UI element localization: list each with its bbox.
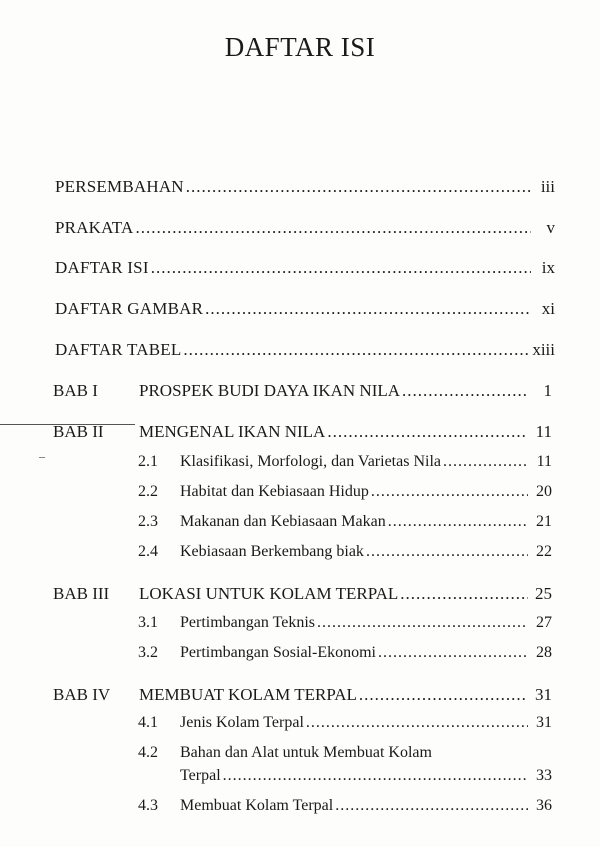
toc-entry-daftar-tabel[interactable] <box>55 340 555 360</box>
toc-page-number: 22 <box>536 543 552 560</box>
toc-section-3-2[interactable] <box>180 644 552 662</box>
toc-entry-persembahan[interactable] <box>55 177 555 197</box>
toc-page-number: 20 <box>536 483 552 500</box>
section-number: 3.1 <box>138 614 158 631</box>
toc-page-number: 1 <box>543 381 552 400</box>
section-number: 2.4 <box>138 543 158 560</box>
toc-chapter-title: MEMBUAT KOLAM TERPAL <box>139 685 357 704</box>
toc-chapter-3[interactable] <box>139 584 552 604</box>
toc-page-number: 33 <box>536 767 552 784</box>
dot-leader <box>151 258 531 278</box>
section-number: 2.1 <box>138 453 158 470</box>
toc-chapter-title: MENGENAL IKAN NILA <box>139 422 326 441</box>
toc-page-number: v <box>546 218 555 237</box>
toc-section-3-1[interactable] <box>180 614 552 632</box>
dot-leader <box>306 714 528 732</box>
dot-leader <box>223 767 528 785</box>
toc-page-number: 28 <box>536 644 552 661</box>
toc-page-number: 27 <box>536 614 552 631</box>
toc-page-number: 11 <box>535 422 552 441</box>
toc-page-number: iii <box>540 177 555 196</box>
toc-chapter-1[interactable] <box>139 381 552 401</box>
toc-section-title: Makanan dan Kebiasaan Makan <box>180 513 386 530</box>
toc-entry-daftar-isi[interactable] <box>55 258 555 278</box>
toc-section-title: Jenis Kolam Terpal <box>180 714 304 731</box>
toc-page-number: xiii <box>532 340 555 359</box>
dot-leader <box>388 513 528 531</box>
toc-chapter-title: LOKASI UNTUK KOLAM TERPAL <box>139 584 399 603</box>
dot-leader <box>443 453 528 471</box>
dot-leader <box>400 584 528 604</box>
toc-entry-label: DAFTAR GAMBAR <box>55 299 204 318</box>
toc-section-2-1[interactable] <box>180 453 552 471</box>
toc-section-title: Klasifikasi, Morfologi, dan Varietas Nila <box>180 453 441 470</box>
toc-entry-daftar-gambar[interactable] <box>55 299 555 319</box>
toc-page-number: ix <box>541 258 555 277</box>
toc-page-number: 11 <box>536 453 552 470</box>
toc-chapter-4[interactable] <box>139 685 552 705</box>
toc-entry-label: PERSEMBAHAN <box>55 177 184 196</box>
page-title: DAFTAR ISI <box>224 32 376 62</box>
dot-leader <box>378 644 528 662</box>
toc-page-number: xi <box>541 299 555 318</box>
toc-section-title: Membuat Kolam Terpal <box>180 797 334 814</box>
toc-page-number: 21 <box>536 513 552 530</box>
dot-leader <box>186 177 531 197</box>
toc-entry-label: PRAKATA <box>55 218 134 237</box>
dot-leader <box>335 797 528 815</box>
section-number: 3.2 <box>138 644 158 661</box>
dot-leader <box>366 543 528 561</box>
dot-leader <box>359 685 528 705</box>
chapter-number: BAB II <box>53 422 104 441</box>
toc-section-title-cont: Terpal <box>180 767 221 784</box>
toc-page-number: 31 <box>535 685 552 704</box>
toc-section-title: Pertimbangan Sosial-Ekonomi <box>180 644 376 661</box>
toc-page-number: 25 <box>535 584 552 603</box>
toc-section-2-4[interactable] <box>180 543 552 561</box>
toc-section-4-2-title-line1[interactable]: Bahan dan Alat untuk Membuat Kolam <box>180 744 432 761</box>
toc-section-title: Pertimbangan Teknis <box>180 614 316 631</box>
dot-leader <box>135 218 531 238</box>
section-number: 2.2 <box>138 483 158 500</box>
toc-section-2-2[interactable] <box>180 483 552 501</box>
dot-leader <box>371 483 528 501</box>
toc-chapter-2[interactable] <box>139 422 552 442</box>
section-number: 4.1 <box>138 714 158 731</box>
section-number: 4.2 <box>138 744 158 761</box>
toc-page-number: 31 <box>536 714 552 731</box>
dot-leader <box>183 340 528 360</box>
chapter-number: BAB III <box>53 584 110 603</box>
toc-section-4-1[interactable] <box>180 714 552 732</box>
toc-page-number: 36 <box>536 797 552 814</box>
toc-entry-label: DAFTAR TABEL <box>55 340 182 359</box>
toc-section-4-3[interactable] <box>180 797 552 815</box>
dot-leader <box>205 299 531 319</box>
scan-mark-artifact <box>39 457 45 458</box>
toc-entry-prakata[interactable] <box>55 218 555 238</box>
section-number: 4.3 <box>138 797 158 814</box>
toc-section-title: Kebiasaan Berkembang biak <box>180 543 364 560</box>
toc-section-2-3[interactable] <box>180 513 552 531</box>
section-number: 2.3 <box>138 513 158 530</box>
toc-chapter-title: PROSPEK BUDI DAYA IKAN NILA <box>139 381 401 400</box>
dot-leader <box>402 381 528 401</box>
chapter-number: BAB IV <box>53 685 111 704</box>
chapter-number: BAB I <box>53 381 98 400</box>
dot-leader <box>317 614 528 632</box>
toc-section-4-2[interactable] <box>180 767 552 785</box>
toc-entry-label: DAFTAR ISI <box>55 258 149 277</box>
dot-leader <box>327 422 528 442</box>
toc-section-title: Habitat dan Kebiasaan Hidup <box>180 483 369 500</box>
